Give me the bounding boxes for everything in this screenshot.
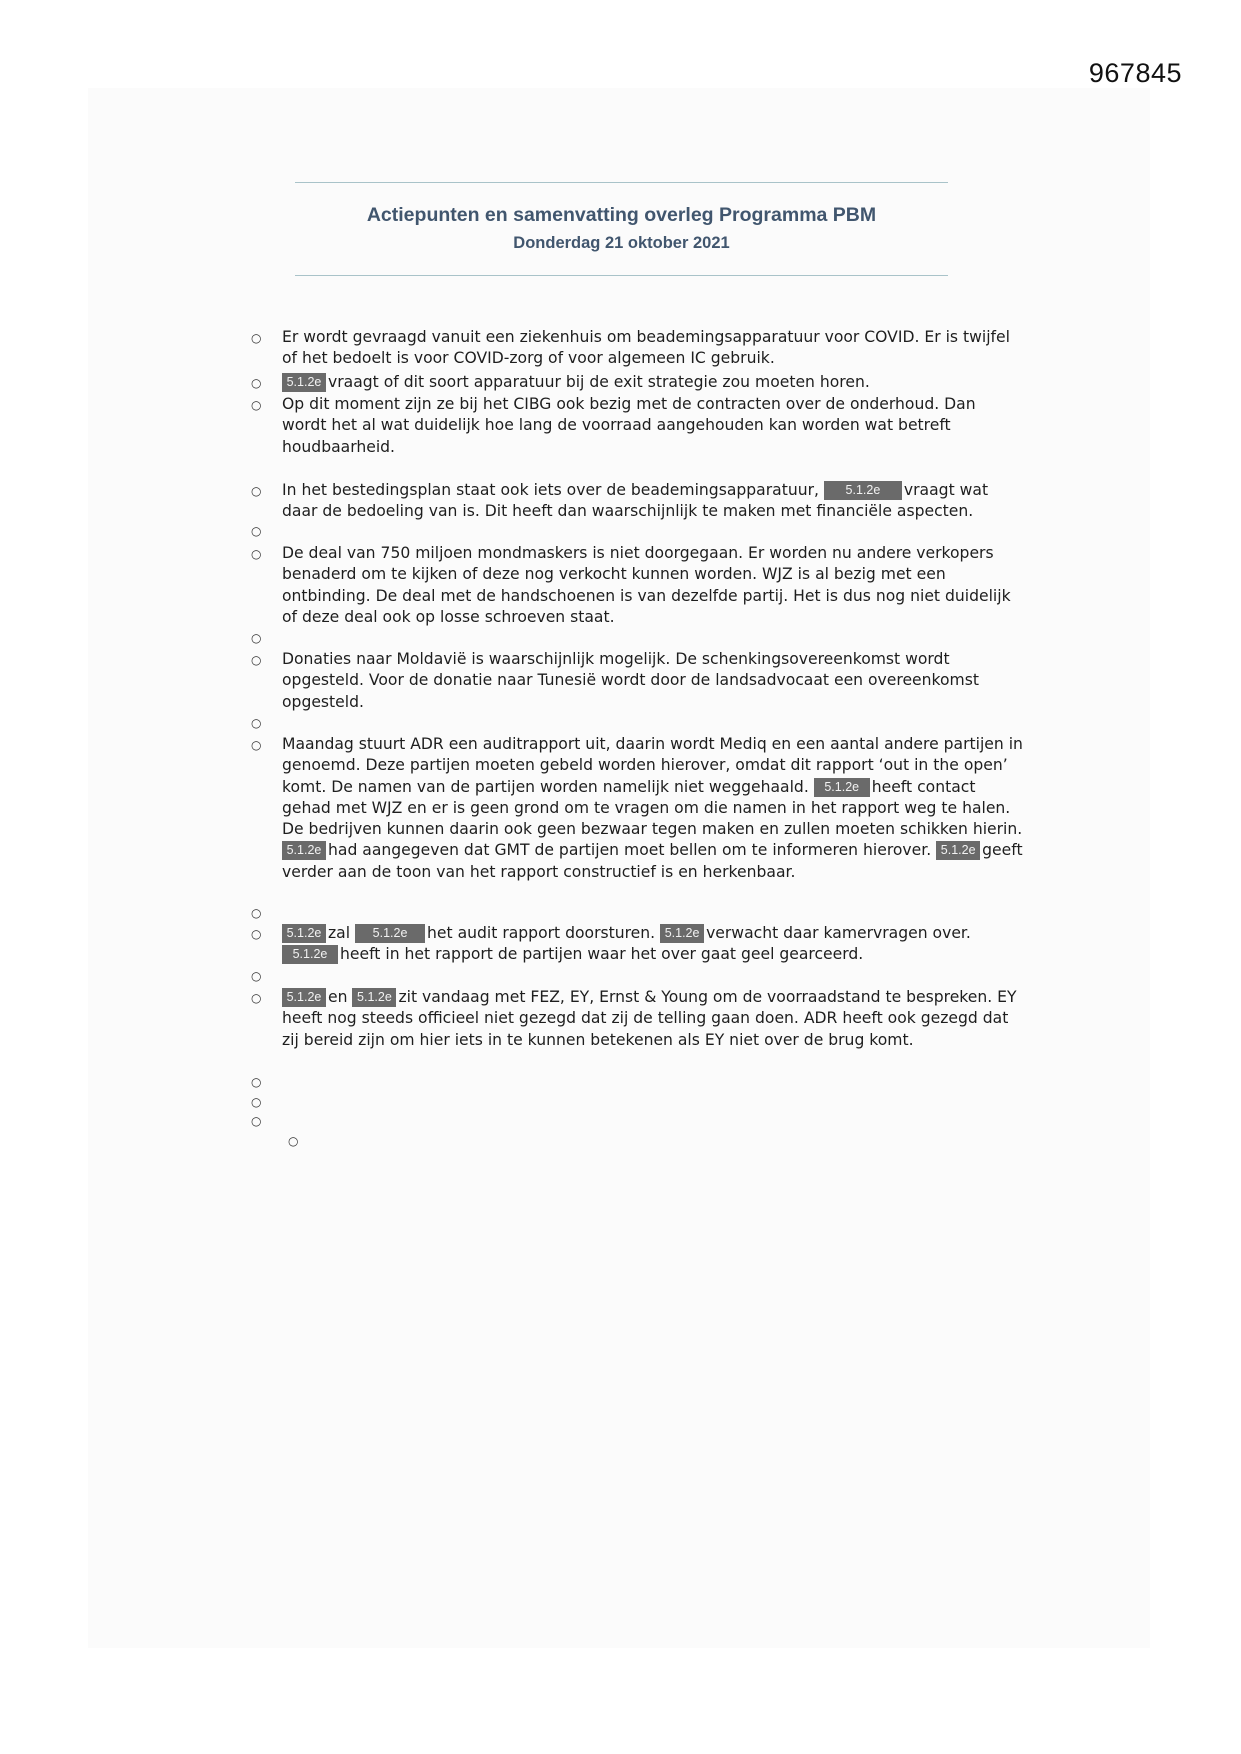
item-text: vraagt of dit soort apparatuur bij de exit strategie zou moeten horen. (328, 373, 870, 391)
document-title: Actiepunten en samenvatting overleg Programma PBM (366, 204, 877, 226)
document-date: Donderdag 21 oktober 2021 (513, 234, 730, 252)
item-text: geeft verder aan de toon van het rapport constructief is en herkenbaar. (282, 841, 1023, 881)
bullet-circle-icon: ○ (251, 991, 262, 1005)
bullet-circle-icon: ○ (251, 927, 262, 941)
list-item (282, 394, 1024, 458)
bullet-circle-icon: ○ (251, 1114, 262, 1128)
item-text: vraagt wat daar de bedoeling van is. Dit heeft dan waarschijnlijk te maken met financiële aspecten. (282, 481, 989, 521)
redaction-box: 5.1.2e (282, 945, 338, 964)
bullet-circle-icon: ○ (251, 484, 262, 498)
item-text: In het bestedingsplan staat ook iets over de beademingsapparatuur, (282, 481, 824, 499)
item-text: het audit rapport doorsturen. (427, 924, 661, 942)
bullet-circle-icon: ○ (251, 653, 262, 667)
redaction-box: 5.1.2e (814, 778, 870, 797)
list-item (282, 372, 1024, 393)
list-item (282, 543, 1024, 628)
redaction-box: 5.1.2e (352, 988, 396, 1007)
bullet-circle-icon: ○ (251, 969, 262, 983)
list-item (282, 734, 1024, 883)
bullet-circle-icon: ○ (288, 1134, 299, 1148)
bullet-circle-icon: ○ (251, 906, 262, 920)
item-text: en (328, 988, 353, 1006)
item-text: zal (328, 924, 356, 942)
list-item (282, 649, 1024, 713)
item-text: Op dit moment zijn ze bij het CIBG ook bezig met de contracten over de onderhoud. Dan wordt het al wat duidelijk hoe lang de voorraad aangehouden kan worden wat betreft houdbaarheid. (282, 395, 976, 456)
list-item (282, 480, 1024, 523)
bullet-circle-icon: ○ (251, 716, 262, 730)
item-text: heeft in het rapport de partijen waar het over gaat geel gearceerd. (340, 945, 864, 964)
bullet-circle-icon: ○ (251, 376, 262, 390)
document-id: 967845 (1088, 58, 1182, 88)
bullet-circle-icon: ○ (251, 1095, 262, 1109)
header-bottom-rule (295, 275, 948, 276)
bullet-circle-icon: ○ (251, 547, 262, 561)
list-item (282, 923, 1024, 966)
redaction-box: 5.1.2e (282, 373, 326, 392)
list-item (282, 987, 1024, 1051)
redaction-box: 5.1.2e (936, 841, 980, 860)
item-text: verwacht daar kamervragen over. (706, 924, 971, 942)
bullet-circle-icon: ○ (251, 738, 262, 752)
list-item (282, 327, 1024, 370)
item-text: Donaties naar Moldavië is waarschijnlijk mogelijk. De schenkingsovereenkomst wordt opgesteld. Voor de donatie naar Tunesië wordt door de landsadvocaat een overeenkomst opgesteld. (282, 650, 979, 711)
bullet-circle-icon: ○ (251, 398, 262, 412)
redaction-box: 5.1.2e (660, 924, 704, 943)
header-top-rule (295, 182, 948, 183)
item-text: Maandag stuurt ADR een auditrapport uit, daarin wordt Mediq en een aantal andere partijen in genoemd. Deze partijen moeten gebeld worden hierover, omdat dit rapport ‘out in the open’ komt. De namen van de partijen worden namelijk niet weggehaald. (282, 735, 1023, 796)
redaction-box: 5.1.2e (282, 988, 326, 1007)
bullet-circle-icon: ○ (251, 631, 262, 645)
bullet-circle-icon: ○ (251, 331, 262, 345)
item-text: heeft contact gehad met WJZ en er is geen grond om te vragen om die namen in het rapport weg te halen. De bedrijven kunnen daarin ook geen bezwaar tegen maken en zullen moeten schikken hierin. (282, 777, 1023, 839)
item-text: had aangegeven dat GMT de partijen moet bellen om te informeren hierover. (328, 841, 937, 860)
item-text: Er wordt gevraagd vanuit een ziekenhuis om beademingsapparatuur voor COVID. Er is twijfel of het bedoelt is voor COVID-zorg of voor algemeen IC gebruik. (282, 328, 1010, 368)
redaction-box: 5.1.2e (282, 924, 326, 943)
redaction-box: 5.1.2e (824, 481, 902, 500)
redaction-box: 5.1.2e (282, 841, 326, 860)
bullet-circle-icon: ○ (251, 524, 262, 538)
item-text: zit vandaag met FEZ, EY, Ernst & Young om de voorraadstand te bespreken. EY heeft nog steeds officieel niet gezegd dat zij de telling gaan doen. ADR heeft ook gezegd dat zij bereid zijn om hier iets in te kunnen betekenen als EY niet over de brug komt. (282, 988, 1017, 1049)
bullet-circle-icon: ○ (251, 1075, 262, 1089)
redaction-box: 5.1.2e (355, 924, 425, 943)
item-text: De deal van 750 miljoen mondmaskers is niet doorgegaan. Er worden nu andere verkopers benaderd om te kijken of deze nog verkocht kunnen worden. WJZ is al bezig met een ontbinding. De deal met de handschoenen is van dezelfde partij. Het is dus nog niet duidelijk of deze deal ook op losse schroeven staat. (282, 544, 1011, 626)
